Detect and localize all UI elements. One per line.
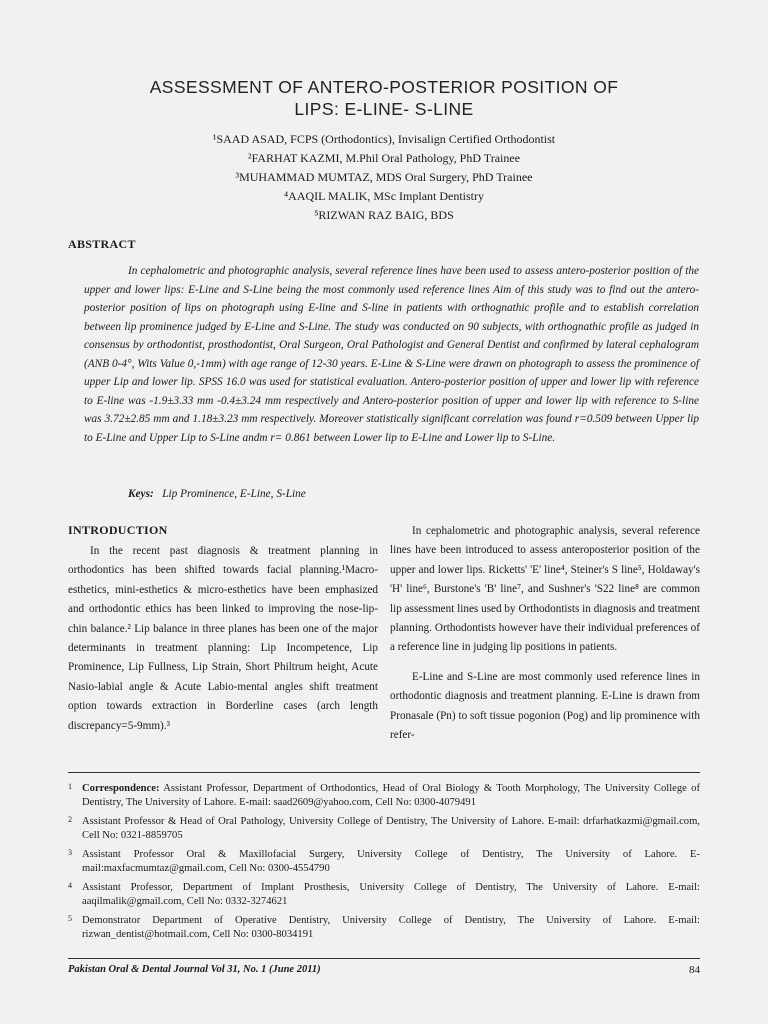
- author-1: ¹SAAD ASAD, FCPS (Orthodontics), Invisalign Certified Orthodontist: [212, 132, 556, 146]
- intro-left-column: [68, 522, 378, 746]
- footnote-4: [68, 881, 700, 909]
- page-number: 84: [689, 964, 700, 976]
- article-title: [60, 76, 708, 120]
- keywords-label: Keys:: [128, 488, 154, 500]
- abstract-heading: ABSTRACT: [68, 237, 136, 251]
- abstract-text: In cephalometric and photographic analysis, several reference lines have been used to assess antero-posterior position of the upper and lower lips: E-Line and S-Line being the most commonly used reference lines Aim of this study was to find out the antero-posterior position of lips on photograph using E-line and S-line in patients with orthognathic profile and to establish correlation between lip prominence judged by E-Line and S-Line. The study was conducted on 90 subjects, with orthognathic profile as judged in consensus by orthodontist, prosthodontist, Oral Surgeon, Oral Pathologist and General Dentist and confirmed by lateral cephalogram (ANB 0-4°, Wits Value 0,-1mm) with age range of 12-30 years. E-Line & S-Line were drawn on photograph to assess the prominence of upper Lip and lower lip. SPSS 16.0 was used for statistical evaluation. Antero-posterior position of upper and lower lip with reference to E-line was -1.9±3.33 mm -0.4±3.24 mm respectively and Antero-posterior position of upper and lower lip with reference to S-line was 3.72±2.85 mm and 1.18±3.23 mm respectively. Moreover statistically significant correlation was found r=0.509 between Upper lip to E-Line and Upper Lip to S-Line andm r= 0.861 between Lower lip to E-Line and Lower lip to S-Line.: [84, 265, 699, 444]
- keywords-text: Lip Prominence, E-Line, S-Line: [162, 488, 306, 500]
- footnote-5: [68, 914, 700, 942]
- footnote-3: [68, 848, 700, 876]
- footnote-text: Assistant Professor Oral & Maxillofacial Surgery, University College of Dentistry, The University of Lahore. E-mail:maxfacmumtaz@gmail.com, Cell No: 0300-4554790: [82, 849, 700, 874]
- footnote-divider: [68, 772, 700, 773]
- footnote-text: Assistant Professor, Department of Implant Prosthesis, University College of Dentistry, The University of Lahore. E-mail: aaqilmalik@gmail.com, Cell No: 0332-3274621: [82, 882, 700, 907]
- footnote-number: 3: [68, 848, 72, 857]
- footnotes: [68, 782, 700, 947]
- author-3: ³MUHAMMAD MUMTAZ, MDS Oral Surgery, PhD Trainee: [235, 170, 533, 184]
- title-line-1: ASSESSMENT OF ANTERO-POSTERIOR POSITION OF: [149, 77, 619, 97]
- footer-divider: [68, 958, 700, 959]
- journal-citation: Pakistan Oral & Dental Journal Vol 31, No. 1 (June 2011): [68, 964, 321, 975]
- footnote-number: 1: [68, 782, 72, 791]
- introduction-heading: INTRODUCTION: [68, 523, 168, 537]
- intro-paragraph-1: In the recent past diagnosis & treatment planning in orthodontics has been shifted towards facial planning.¹Macro-esthetics, mini-esthetics & micro-esthetics have been emphasized and orthodontic ethics has been linked to improving the nose-lip- chin balance.² Lip balance in three planes has been one of the major determinants in treatment planning: Lip Incompetence, Lip Prominence, Lip Fullness, Lip Strain, Short Philtrum height, Acute Nasio-labial angle & Acute Labio-mental angles shift treatment option towards extraction in Borderline cases (arch length discrepancy=5-9mm).³: [68, 545, 378, 732]
- author-5: ⁵RIZWAN RAZ BAIG, BDS: [314, 208, 454, 222]
- footnote-number: 5: [68, 914, 72, 923]
- author-2: ²FARHAT KAZMI, M.Phil Oral Pathology, PhD Trainee: [247, 151, 521, 165]
- footnote-text: Assistant Professor, Department of Orthodontics, Head of Oral Biology & Tooth Morphology, The University College of Dentistry, The University of Lahore. E-mail: saad2609@yahoo.com, Cell No: 0300-4079491: [82, 783, 700, 808]
- footnote-1: [68, 782, 700, 810]
- author-list: [60, 130, 708, 225]
- intro-paragraph-3: E-Line and S-Line are most commonly used reference lines in orthodontic diagnosis and treatment planning. E-Line is drawn from Pronasale (Pn) to soft tissue pogonion (Pog) and lip prominence with refer-: [390, 670, 700, 742]
- author-4: ⁴AAQIL MALIK, MSc Implant Dentistry: [283, 189, 485, 203]
- footnote-text: Assistant Professor & Head of Oral Pathology, University College of Dentistry, The University of Lahore. E-mail: drfarhatkazmi@gmail.com, Cell No: 0321-8859705: [82, 816, 700, 841]
- footnote-2: [68, 815, 700, 843]
- intro-paragraph-2: In cephalometric and photographic analysis, several reference lines have been introduced to assess anteroposterior position of the upper and lower lips. Ricketts' 'E' line⁴, Steiner's S line⁵, Holdaway's 'H' line⁶, Burstone's 'B' line⁷, and Sushner's 'S22 line⁸ are common lip assessment lines used by Orthodontists in diagnosis and treatment planning. Orthodontists however have their individual preferences of a reference line in judging lip positions in patients.: [390, 525, 700, 654]
- footnote-number: 4: [68, 881, 72, 890]
- footnote-number: 2: [68, 815, 72, 824]
- intro-right-column: [390, 522, 700, 755]
- title-line-2: LIPS: E-LINE- S-LINE: [294, 99, 474, 119]
- footnote-text: Demonstrator Department of Operative Dentistry, University College of Dentistry, The University of Lahore. E-mail: rizwan_dentist@hotmail.com, Cell No: 0300-8034191: [82, 915, 700, 940]
- footnote-label: Correspondence:: [82, 783, 160, 794]
- keywords: [128, 488, 306, 500]
